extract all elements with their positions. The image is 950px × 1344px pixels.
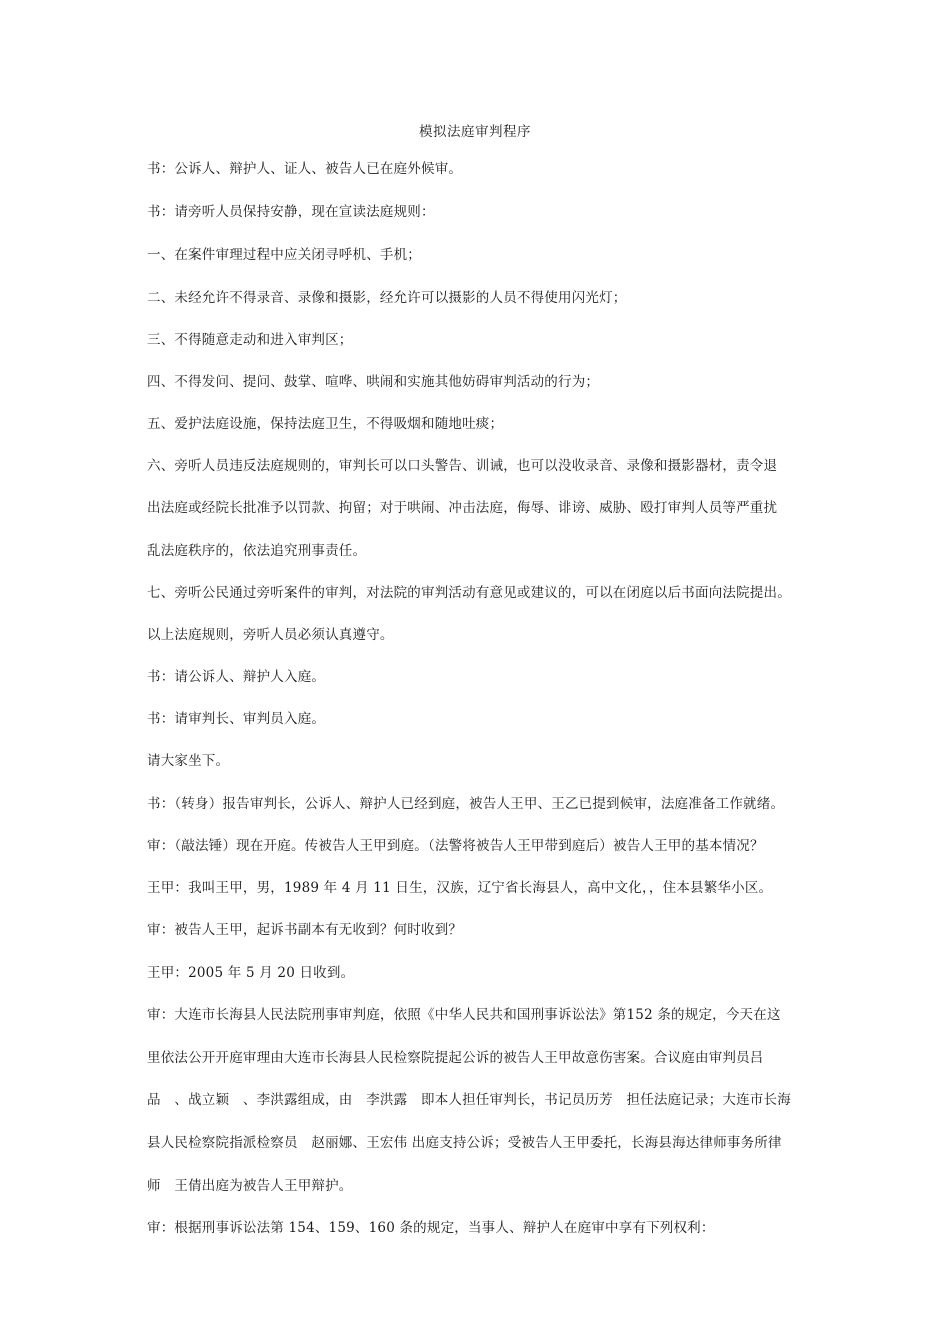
text-line: 二、未经允许不得录音、录像和摄影，经允许可以摄影的人员不得使用闪光灯； bbox=[147, 290, 627, 306]
text-line: 书：请公诉人、辩护人入庭。 bbox=[147, 669, 326, 685]
text-line: 县人民检察院指派检察员 赵丽娜、王宏伟 出庭支持公诉；受被告人王甲委托，长海县海达律师事务所律 bbox=[147, 1135, 782, 1151]
text-line: 乱法庭秩序的，依法追究刑事责任。 bbox=[147, 543, 367, 559]
text-line: 书：请审判长、审判员入庭。 bbox=[147, 711, 326, 727]
text-line: 出法庭或经院长批准予以罚款、拘留；对于哄闹、冲击法庭，侮辱、诽谤、威胁、殴打审判人员等严重扰 bbox=[147, 500, 778, 516]
text-line: 审：被告人王甲，起诉书副本有无收到？何时收到？ bbox=[147, 922, 463, 938]
text-line: 审：根据刑事诉讼法第 154、159、160 条的规定，当事人、辩护人在庭审中享有下列权利： bbox=[147, 1220, 715, 1236]
text-line: 六、旁听人员违反法庭规则的，审判长可以口头警告、训诫，也可以没收录音、录像和摄影器材，责令退 bbox=[147, 458, 778, 474]
text-line: 一、在案件审理过程中应关闭寻呼机、手机； bbox=[147, 247, 421, 263]
text-line: 请大家坐下。 bbox=[147, 753, 230, 769]
text-line: 书：请旁听人员保持安静，现在宣读法庭规则： bbox=[147, 204, 435, 220]
text-line: 书：（转身）报告审判长，公诉人、辩护人已经到庭，被告人王甲、王乙已提到候审，法庭准备工作就绪。 bbox=[147, 796, 785, 812]
text-line: 以上法庭规则，旁听人员必须认真遵守。 bbox=[147, 627, 394, 643]
text-line: 师 王倩出庭为被告人王甲辩护。 bbox=[147, 1178, 353, 1194]
text-line: 王甲：我叫王甲，男，1989 年 4 月 11 日生，汉族，辽宁省长海县人，高中文化，，住本县繁华小区。 bbox=[147, 880, 773, 896]
text-line: 五、爱护法庭设施，保持法庭卫生，不得吸烟和随地吐痰； bbox=[147, 416, 504, 432]
text-line: 书：公诉人、辩护人、证人、被告人已在庭外候审。 bbox=[147, 161, 463, 177]
text-line: 审：（敲法锤）现在开庭。传被告人王甲到庭。（法警将被告人王甲带到庭后）被告人王甲的基本情况？ bbox=[147, 838, 764, 854]
document-title: 模拟法庭审判程序 bbox=[419, 124, 531, 140]
text-line: 王甲：2005 年 5 月 20 日收到。 bbox=[147, 965, 355, 981]
text-line: 七、旁听公民通过旁听案件的审判，对法院的审判活动有意见或建议的，可以在闭庭以后书面向法院提出。 bbox=[147, 585, 791, 601]
text-line: 里依法公开开庭审理由大连市长海县人民检察院提起公诉的被告人王甲故意伤害案。合议庭由审判员吕 bbox=[147, 1050, 764, 1066]
text-line: 审：大连市长海县人民法院刑事审判庭，依照《中华人民共和国刑事诉讼法》第152 条的规定，今天在这 bbox=[147, 1007, 781, 1023]
text-line: 四、不得发问、提问、鼓掌、喧哗、哄闹和实施其他妨碍审判活动的行为； bbox=[147, 374, 600, 390]
text-line: 三、不得随意走动和进入审判区； bbox=[147, 332, 353, 348]
text-line: 品 、战立颖 、李洪露组成，由 李洪露 即本人担任审判长，书记员历芳 担任法庭记录；大连市长海 bbox=[147, 1092, 791, 1108]
